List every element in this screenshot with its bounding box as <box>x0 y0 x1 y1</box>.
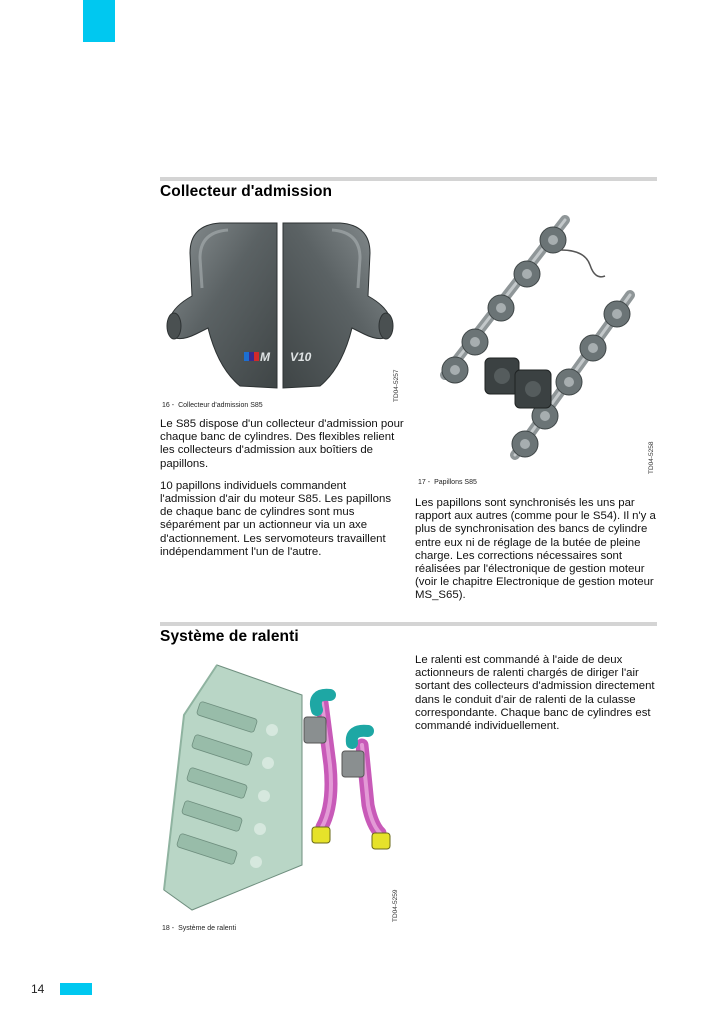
figure-caption <box>162 925 236 932</box>
throttle-bodies-illustration <box>415 210 647 475</box>
section-rule <box>160 622 657 626</box>
figure-number: 17 - <box>418 479 431 486</box>
intake-manifold-illustration <box>160 218 400 396</box>
figure-number: 18 - <box>162 925 175 932</box>
body-text-left <box>160 418 405 568</box>
figure-idle-system <box>162 655 407 915</box>
figure-caption-text: Papillons S85 <box>434 479 477 486</box>
figure-number: 16 - <box>162 402 175 409</box>
v10-badge-text: V10 <box>290 350 312 364</box>
figure-throttle-bodies <box>415 210 647 475</box>
m-badge-text: M <box>260 350 270 364</box>
paragraph: Le ralenti est commandé à l'aide de deux actionneurs de ralenti chargés de diriger l'air sortant des collecteurs d'admission directement dans le conduit d'air de ralenti de la culasse correspondante. Chaque banc de cylindres est commandé individuellement. <box>415 654 655 733</box>
body-text-right <box>415 497 660 612</box>
figure-intake-manifold <box>160 218 400 396</box>
figure-ref: TD04-5259 <box>392 889 399 922</box>
figure-caption <box>162 402 263 409</box>
figure-caption <box>418 479 477 486</box>
section-title-idle: Système de ralenti <box>160 628 299 645</box>
idle-system-illustration <box>162 655 407 915</box>
page-number: 14 <box>31 982 45 996</box>
figure-ref: TD04-5257 <box>393 369 400 402</box>
figure-caption-text: Collecteur d'admission S85 <box>178 402 263 409</box>
section-title-intake: Collecteur d'admission <box>160 183 333 200</box>
paragraph: Le S85 dispose d'un collecteur d'admission pour chaque banc de cylindres. Des flexibles relient les collecteurs d'admission aux boîtiers de papillons. <box>160 418 404 470</box>
figure-ref: TD04-5258 <box>648 441 655 474</box>
figure-caption-text: Système de ralenti <box>178 925 237 932</box>
top-accent-tab <box>83 0 115 42</box>
bottom-accent-tab <box>60 983 92 995</box>
paragraph: 10 papillons individuels commandent l'admission d'air du moteur S85. Les papillons de chaque banc de cylindres sont mus séparément par un actionneur via un axe d'actionnement. Les servomoteurs travaillent indépendamment l'un de l'autre. <box>160 479 392 558</box>
section-rule <box>160 177 657 181</box>
paragraph: Les papillons sont synchronisés les uns par rapport aux autres (comme pour le S54). Il n'y a plus de synchronisation des bancs de cylindre entre eux ni de réglage de la butée de pleine charge. Les corrections nécessaires sont réalisées par l'électronique de gestion moteur (voir le chapitre Electronique de gestion moteur MS_S65). <box>415 497 656 602</box>
body-text-right-idle <box>415 654 660 742</box>
